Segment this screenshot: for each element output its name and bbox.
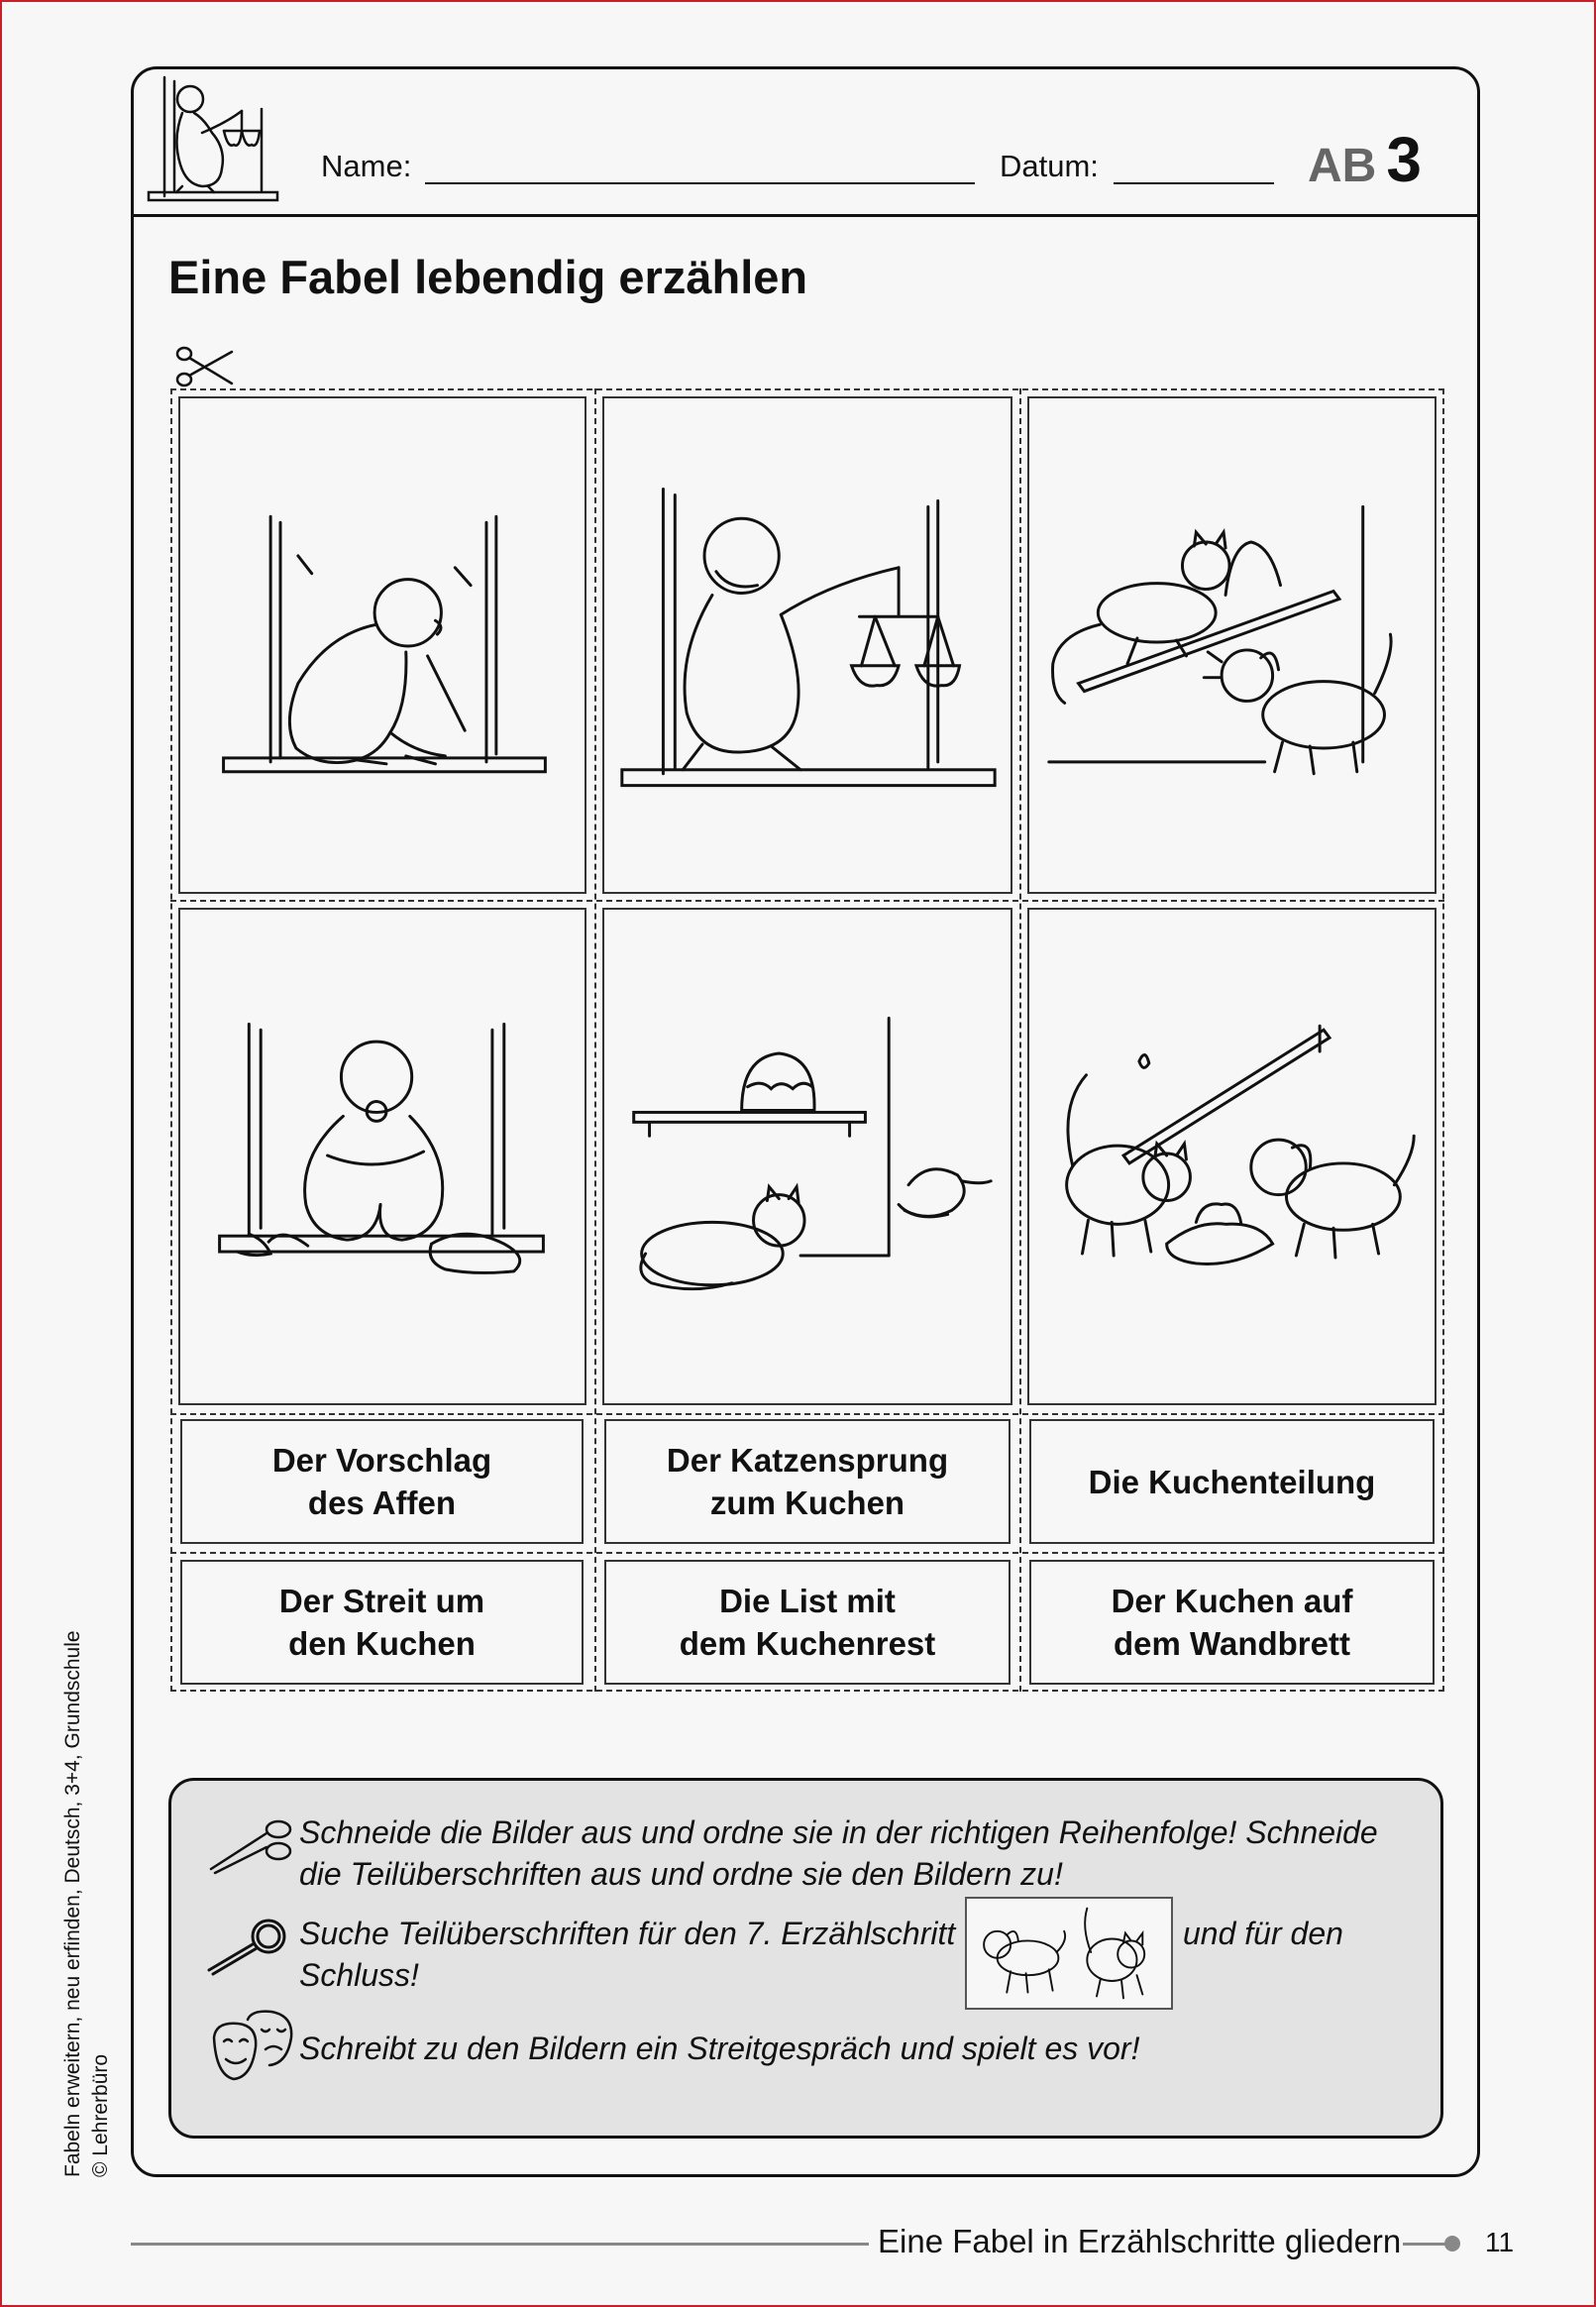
scissors-icon: [170, 344, 236, 391]
side-credit-line2: © Lehrerbüro: [89, 2053, 112, 2177]
caption-card-1[interactable]: Der Vorschlag des Affen: [180, 1419, 584, 1544]
sheet-badge: [1308, 123, 1422, 196]
picture-panel-3[interactable]: [1027, 396, 1436, 894]
cut-line-horizontal-2: [170, 1413, 1444, 1415]
side-credit-line1: Fabeln erweitern, neu erfinden, Deutsch, 3+4, Grundschule: [61, 1630, 84, 2177]
monkey-eating-cake-illustration: [180, 910, 585, 1403]
task-instruction-2-part1: Suche Teilüberschriften für den 7. Erzählschritt: [299, 1916, 956, 1951]
footer-bullet-icon: [1444, 2236, 1460, 2252]
task-instruction-2-part2: und für den: [1183, 1916, 1343, 1951]
magnifier-icon: [205, 1915, 292, 1980]
cut-line-horizontal-3: [170, 1552, 1444, 1554]
sheet-number: 3: [1386, 124, 1422, 195]
picture-panel-1[interactable]: [178, 396, 586, 894]
monkey-with-scales-illustration: [604, 398, 1011, 892]
cut-line-vertical-1: [594, 388, 596, 1692]
picture-panel-4[interactable]: [178, 908, 586, 1405]
caption-card-2[interactable]: Der Katzensprung zum Kuchen: [604, 1419, 1011, 1544]
footer-title: Eine Fabel in Erzählschritte gliedern: [878, 2223, 1402, 2259]
sheet-label: AB: [1308, 140, 1377, 192]
cut-line-vertical-2: [1019, 388, 1021, 1692]
cake-on-shelf-illustration: [604, 910, 1011, 1403]
header-divider: [131, 214, 1480, 217]
caption-card-4[interactable]: Der Streit um den Kuchen: [180, 1560, 584, 1685]
picture-panel-2[interactable]: [602, 396, 1012, 894]
scissors-task-icon: [205, 1815, 296, 1877]
side-credit: [59, 1630, 115, 2177]
page-title: Eine Fabel lebendig erzählen: [168, 251, 808, 303]
picture-panel-5[interactable]: [602, 908, 1012, 1405]
task-instruction-3: Schreibt zu den Bildern ein Streitgespräch und spielt es vor!: [299, 2031, 1140, 2066]
picture-panel-6[interactable]: [1027, 908, 1436, 1405]
caption-card-5[interactable]: Die List mit dem Kuchenrest: [604, 1560, 1011, 1685]
caption-card-3[interactable]: Die Kuchenteilung: [1029, 1419, 1435, 1544]
footer-line-left: [131, 2243, 869, 2246]
date-field[interactable]: [1114, 182, 1274, 184]
cat-and-dog-fighting-illustration: [1029, 910, 1435, 1403]
cut-line-horizontal-1: [170, 900, 1444, 902]
monkey-at-window-illustration: [180, 398, 585, 892]
page-number: 11: [1485, 2227, 1515, 2257]
footer-line-right: [1403, 2243, 1450, 2246]
date-label: Datum:: [1000, 149, 1099, 183]
caption-card-6[interactable]: Der Kuchen auf dem Wandbrett: [1029, 1560, 1435, 1685]
dog-and-cat-thumbnail: [965, 1897, 1173, 2010]
header-monkey-illustration: [143, 69, 301, 212]
name-field[interactable]: [425, 182, 975, 184]
name-label: Name:: [321, 149, 412, 183]
cat-on-shelf-dog-barking-illustration: [1029, 398, 1435, 892]
task-instruction-1: Schneide die Bilder aus und ordne sie in der richtigen Reihenfolge! Schneide die Teilüberschriften aus und ordne sie den Bildern zu!: [299, 1814, 1378, 1892]
task-instruction-2-part3: Schluss!: [299, 1957, 419, 1993]
theater-masks-icon: [208, 2008, 297, 2087]
